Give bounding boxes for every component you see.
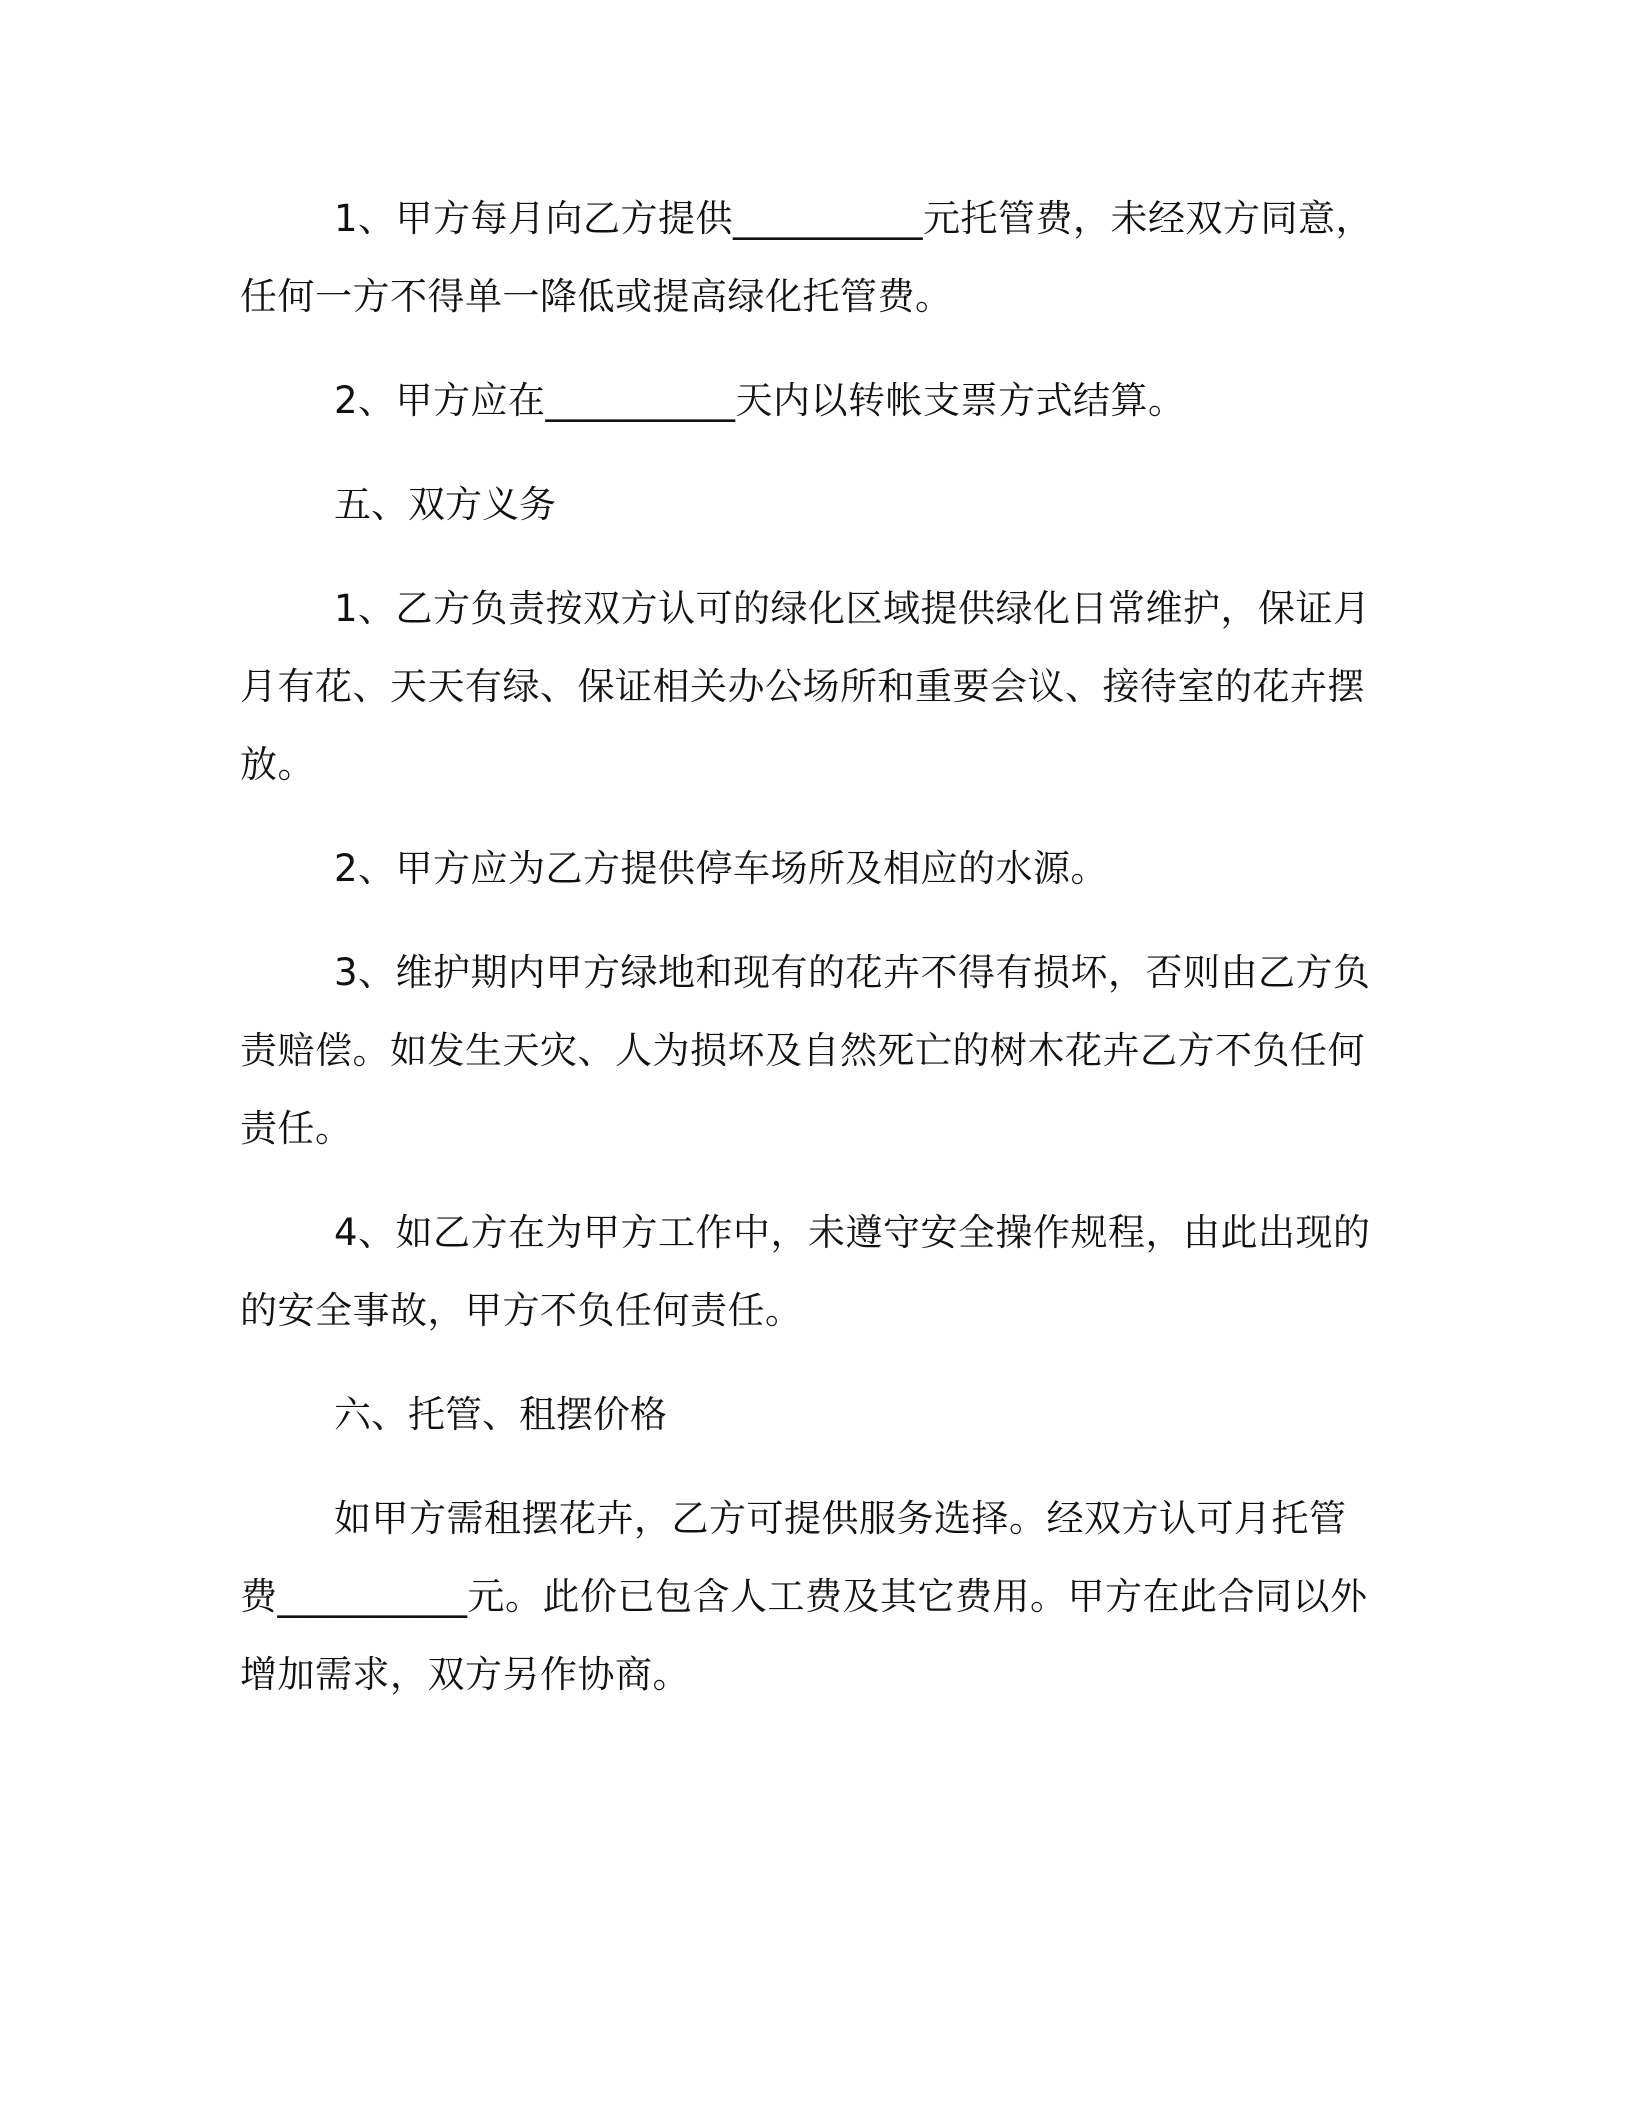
section-heading-pricing: 六、托管、租摆价格	[334, 1393, 667, 1436]
clause-safety: 4、如乙方在为甲方工作中，未遵守安全操作规程，由此出现的的安全事故，甲方不负任何责任。	[240, 1211, 1371, 1332]
clause-parking-water: 2、甲方应为乙方提供停车场所及相应的水源。	[334, 847, 1109, 890]
section-heading-obligations: 五、双方义务	[334, 483, 556, 526]
clause-rental-price: 如甲方需租摆花卉，乙方可提供服务选择。经双方认可月托管费__________元。此价已包含人工费及其它费用。甲方在此合同以外增加需求，双方另作协商。	[240, 1497, 1368, 1696]
clause-maintenance: 1、乙方负责按双方认可的绿化区域提供绿化日常维护，保证月月有花、天天有绿、保证相关办公场所和重要会议、接待室的花卉摆放。	[240, 587, 1371, 786]
clause-damage-liability: 3、维护期内甲方绿地和现有的花卉不得有损坏，否则由乙方负责赔偿。如发生天灾、人为损坏及自然死亡的树木花卉乙方不负任何责任。	[240, 951, 1371, 1150]
clause-fee-amount: 1、甲方每月向乙方提供__________元托管费，未经双方同意，任何一方不得单一降低或提高绿化托管费。	[240, 197, 1374, 318]
clause-settlement: 2、甲方应在__________天内以转帐支票方式结算。	[334, 379, 1186, 422]
document-page	[240, 180, 1380, 1740]
